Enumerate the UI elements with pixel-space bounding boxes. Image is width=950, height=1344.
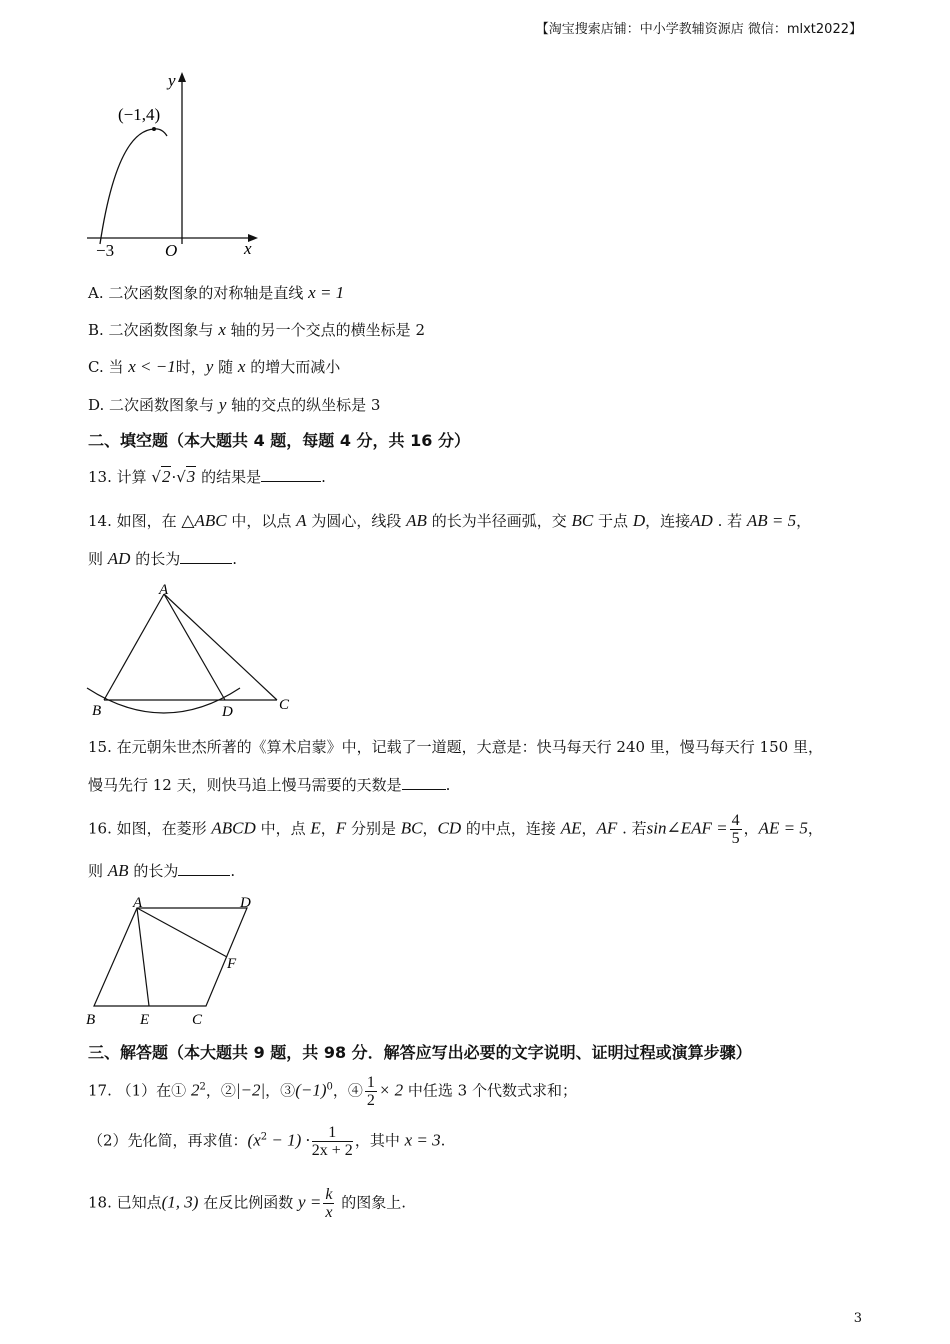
label-a: A — [133, 895, 143, 911]
question-15-line2: 慢马先行 12 天，则快马追上慢马需要的天数是 . — [88, 776, 451, 794]
question-16-line1: 16. 如图，在菱形 ABCD 中，点 E，F 分别是 BC，CD 的中点，连接 AE，AF . 若sin∠EAF = $\frac{4}{5}$ ，AE = 5， — [88, 812, 823, 847]
side-ab — [104, 594, 164, 700]
option-d: D. 二次函数图象与 y 轴的交点的纵坐标是 3 — [88, 395, 381, 414]
question-15-line1: 15. 在元朝朱世杰所著的《算术启蒙》中，记载了一道题，大意是：快马每天行 240 里，慢马每天行 150 里， — [88, 738, 823, 756]
question-14-line2: 则 AD 的长为 . — [88, 549, 238, 568]
label-f: F — [227, 956, 237, 972]
label-b: B — [92, 703, 102, 719]
option-a: A. 二次函数图象的对称轴是直线 x = 1 — [88, 283, 345, 302]
option-b: B. 二次函数图象与 x 轴的另一个交点的横坐标是 2 — [88, 320, 425, 339]
label-c: C — [279, 697, 290, 713]
question-13: 13. 计算 √2·√3 的结果是 . — [88, 467, 326, 486]
side-ac — [164, 594, 277, 700]
section-3-title: 三、解答题（本大题共 9 题，共 98 分．解答应写出必要的文字说明、证明过程或演算步骤） — [88, 1043, 752, 1062]
question-17-part1: 17. （1）在① $2^2$，②|−2|，$③(-1)^0$，④ $\frac{1}{2}$ × 2 中任选 3 个代数式求和； — [88, 1074, 577, 1109]
vertex-label: (−1,4) — [118, 105, 161, 124]
segment-ae — [137, 908, 149, 1006]
rhombus-figure — [82, 890, 272, 1030]
section-2-title: 二、填空题（本大题共 4 题，每题 4 分，共 16 分） — [88, 431, 470, 450]
rhombus-abcd — [94, 908, 247, 1006]
segment-ad — [164, 594, 225, 700]
label-c: C — [192, 1012, 203, 1028]
page-number: 3 — [853, 1311, 862, 1326]
vertex-point — [152, 127, 156, 131]
x-intercept-label: −3 — [96, 241, 115, 260]
question-18: 18. 已知点(1, 3) 在反比例函数 y = $\frac{k}{x}$ 的图象上. — [88, 1186, 406, 1221]
parabola-curve — [100, 129, 167, 244]
question-17-part2: （2）先化简，再求值：$(x^2 - 1)$ · $\frac{1}{2x + 2}$ ，其中 x = 3. — [88, 1124, 446, 1159]
parabola-graph — [82, 66, 272, 266]
label-d: D — [240, 895, 251, 911]
label-a: A — [159, 582, 169, 598]
triangle-figure — [82, 580, 297, 720]
page-header: 【淘宝搜索店铺：中小学教辅资源店 微信：mlxt2022】 — [535, 22, 862, 37]
option-c: C. 当 x < −1时，y 随 x 的增大而减小 — [88, 357, 341, 376]
question-16-line2: 则 AB 的长为 . — [88, 861, 236, 880]
label-b: B — [86, 1012, 96, 1028]
x-label: x — [244, 239, 252, 258]
label-d: D — [222, 704, 233, 720]
question-14-line1: 14. 如图，在 △ABC 中，以点 A 为圆心，线段 AB 的长为半径画弧，交 BC 于点 D，连接AD . 若 AB = 5， — [88, 511, 812, 530]
label-e: E — [140, 1012, 150, 1028]
y-label: y — [168, 71, 176, 90]
y-axis-arrow — [178, 72, 186, 82]
segment-af — [137, 908, 227, 957]
origin-label: O — [165, 241, 178, 260]
